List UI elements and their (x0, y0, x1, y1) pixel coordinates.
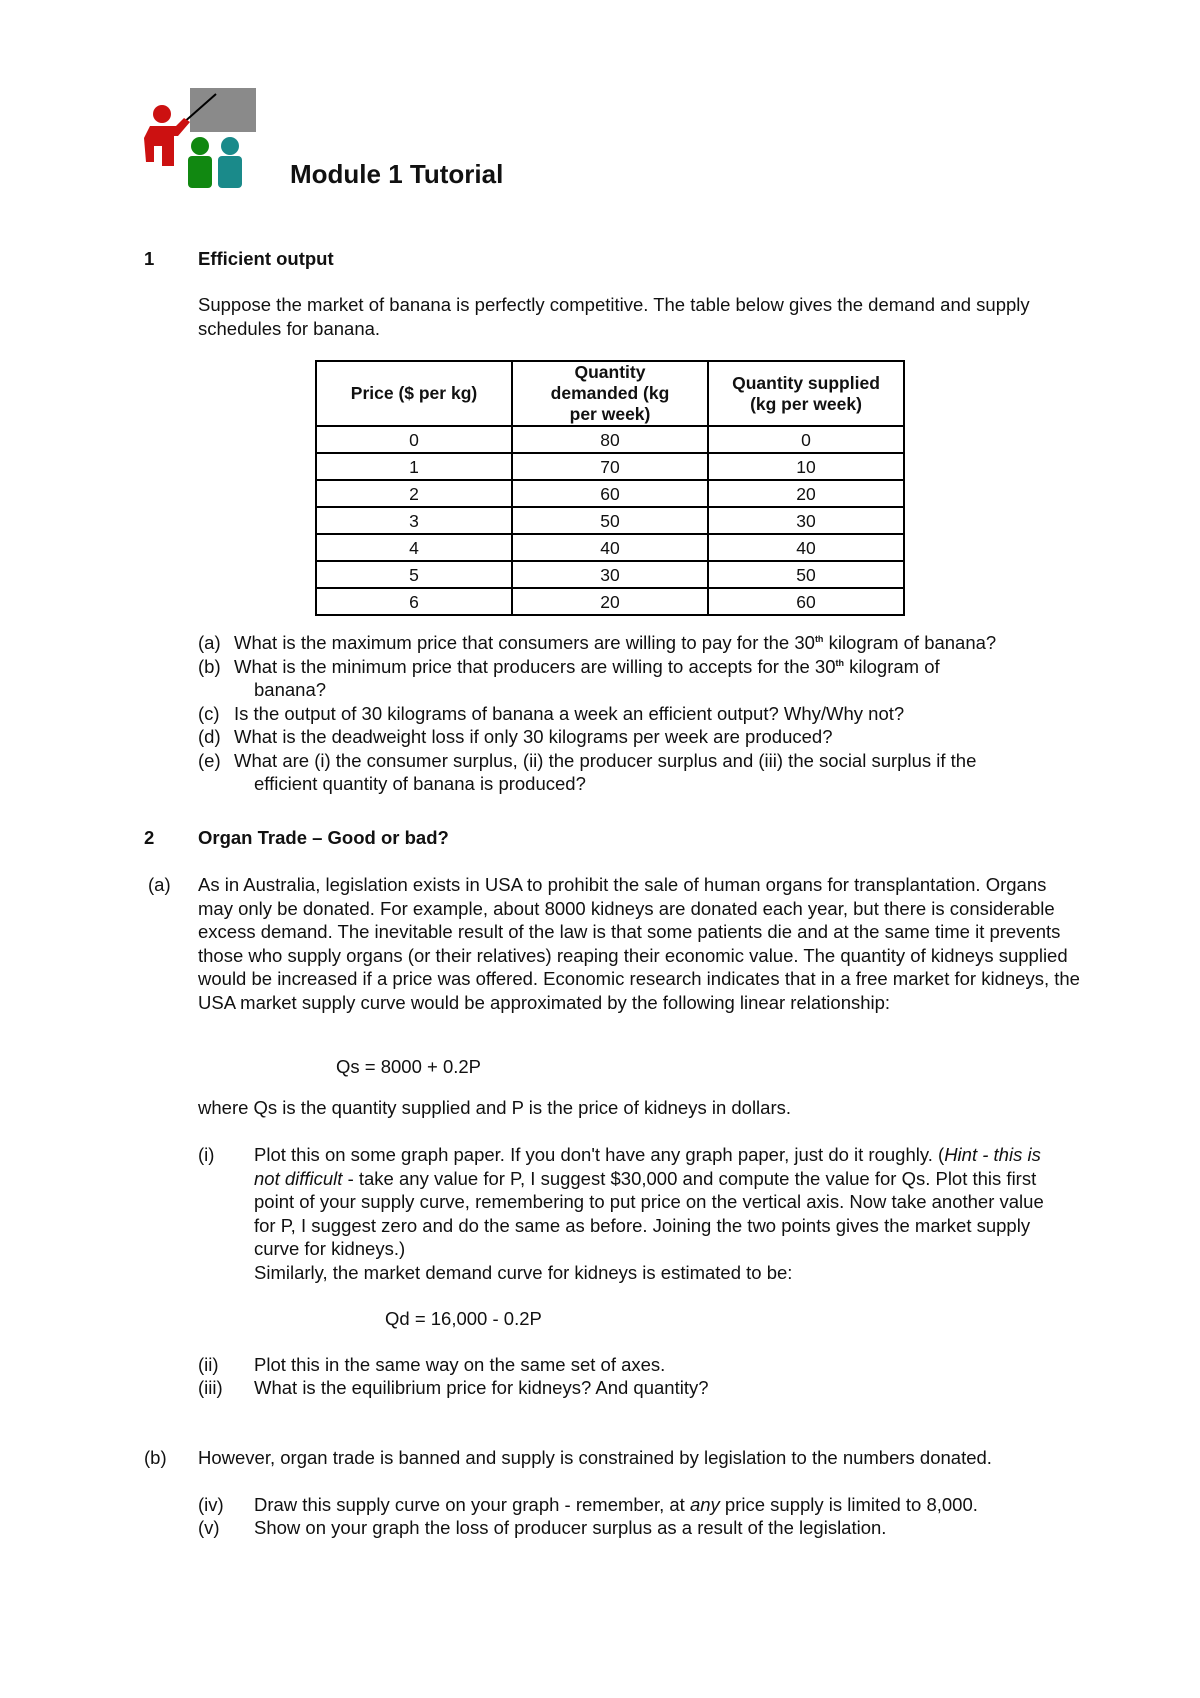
ordinal-suffix: th (814, 633, 824, 644)
sub-iv-pre: Draw this supply curve on your graph - remember, at (254, 1494, 690, 1515)
table-cell: 30 (512, 561, 708, 588)
sub-iii-text: What is the equilibrium price for kidneys? And quantity? (254, 1377, 709, 1398)
question-text: What is the deadweight loss if only 30 kilograms per week are produced? (234, 726, 833, 747)
table-cell: 60 (708, 588, 904, 615)
table-cell: 70 (512, 453, 708, 480)
table-cell: 50 (512, 507, 708, 534)
presentation-teacher-icon (140, 88, 260, 190)
question-text: kilogram of (844, 655, 940, 677)
table-cell: 2 (316, 480, 512, 507)
table-cell: 50 (708, 561, 904, 588)
question-text: Is the output of 30 kilograms of banana a week an efficient output? Why/Why not? (234, 702, 905, 724)
sub-iv-label: (iv) (198, 1494, 224, 1515)
where-text: where Qs is the quantity supplied and P is the price of kidneys in dollars. (198, 1097, 792, 1118)
sub-i-label-text: (i) (198, 1144, 215, 1165)
question-text: What are (i) the consumer surplus, (ii) the producer surplus and (iii) the social surplus if the (234, 749, 977, 771)
table-cell: 3 (316, 507, 512, 534)
sub-iv-post: price supply is limited to 8,000. (719, 1494, 978, 1515)
section-1-heading: Efficient output (198, 248, 334, 269)
sub-i-post: - take any value for P, I suggest $30,000 and compute the value for Qs. Plot this first point of your supply curve, remembering to put price on the vertical axis. Now take another value for P, I suggest zero and do the same as before. Joining the two points gives the market supply curve for kidneys.) (254, 1167, 1044, 1259)
table-header-row (316, 361, 904, 426)
table-row (316, 480, 904, 507)
question-d (198, 725, 1098, 749)
table-cell: 6 (316, 588, 512, 615)
table-cell: 40 (512, 534, 708, 561)
part-a-text: As in Australia, legislation exists in USA to prohibit the sale of human organs for transplantation. Organs may only be donated. For example, about 8000 kidneys are donated each year, but there is considerable excess demand. The inevitable result of the law is that some patients die and at the same time it prevents those who supply organs (or their relatives) reaping their economic value. The quantity of kidneys supplied would be increased if a price was offered. Economic research indicates that in a free market for kidneys, the USA market supply curve would be approximated by the following linear relationship: (198, 874, 1080, 1013)
table-header: Price ($ per kg) (316, 361, 512, 426)
sub-iv-emphasis: any (689, 1494, 720, 1515)
question-text: kilogram of banana? (823, 632, 997, 653)
part-b-label: (b) (144, 1447, 167, 1468)
table-header-text: Quantity supplied (kg per week) (732, 372, 880, 414)
table-cell: 20 (708, 480, 904, 507)
table-cell: 0 (316, 426, 512, 453)
table-cell: 5 (316, 561, 512, 588)
table-row (316, 534, 904, 561)
sub-v-text: Show on your graph the loss of producer surplus as a result of the legislation. (254, 1517, 887, 1538)
sub-v-label: (v) (198, 1517, 220, 1538)
table-cell: 1 (316, 453, 512, 480)
table-cell: 10 (708, 453, 904, 480)
supply-demand-table (315, 360, 905, 616)
table-row (316, 453, 904, 480)
ordinal-suffix: th (835, 657, 845, 668)
sub-iv-text (254, 1493, 1074, 1517)
hint-text: Hint - this is not difficult (254, 1144, 1041, 1189)
question-label: (b) (198, 655, 221, 677)
table-cell: 40 (708, 534, 904, 561)
question-c (198, 702, 1098, 726)
similarly-text: Similarly, the market demand curve for kidneys is estimated to be: (254, 1262, 793, 1283)
question-a (198, 631, 1098, 655)
sub-i-text (254, 1143, 1066, 1261)
section-1-intro: Suppose the market of banana is perfectly competitive. The table below gives the demand and supply schedules for banana. (198, 294, 1030, 339)
sub-ii-label: (ii) (198, 1354, 219, 1375)
table-header-text: Quantity demanded (kg per week) (550, 362, 670, 424)
question-label: (d) (198, 726, 221, 747)
table-row (316, 507, 904, 534)
table-cell: 0 (708, 426, 904, 453)
table-row (316, 426, 904, 453)
question-b (198, 655, 1098, 679)
section-1-questions (198, 631, 1098, 796)
question-text: What is the minimum price that producers are willing to accepts for the 30 (234, 655, 836, 677)
table-cell: 80 (512, 426, 708, 453)
question-text: What is the maximum price that consumers are willing to pay for the 30 (234, 632, 815, 653)
supply-formula: Qs = 8000 + 0.2P (336, 1056, 482, 1077)
sub-ii-text: Plot this in the same way on the same set of axes. (254, 1354, 666, 1375)
table-cell: 30 (708, 507, 904, 534)
table-row (316, 561, 904, 588)
section-1-number: 1 (144, 248, 155, 269)
part-a-label: (a) (148, 874, 171, 895)
table-row (316, 588, 904, 615)
part-b-text: However, organ trade is banned and supply is constrained by legislation to the numbers donated. (198, 1447, 992, 1468)
page-title: Module 1 Tutorial (290, 159, 504, 189)
table-cell: 20 (512, 588, 708, 615)
sub-i-pre: Plot this on some graph paper. If you don't have any graph paper, just do it roughly. ( (254, 1144, 945, 1165)
question-text-continued: banana? (254, 679, 327, 700)
question-label: (a) (198, 632, 221, 653)
question-label: (c) (198, 702, 220, 724)
question-text-continued: efficient quantity of banana is produced? (254, 773, 586, 794)
question-label: (e) (198, 749, 221, 771)
table-cell: 60 (512, 480, 708, 507)
table-header (708, 361, 904, 426)
question-e (198, 749, 1098, 773)
sub-i-label (198, 1143, 254, 1167)
section-2-number: 2 (144, 827, 155, 848)
table-cell: 4 (316, 534, 512, 561)
sub-iii-label: (iii) (198, 1377, 223, 1398)
table-header (512, 361, 708, 426)
demand-formula: Qd = 16,000 - 0.2P (385, 1308, 542, 1329)
section-2-heading: Organ Trade – Good or bad? (198, 827, 449, 848)
